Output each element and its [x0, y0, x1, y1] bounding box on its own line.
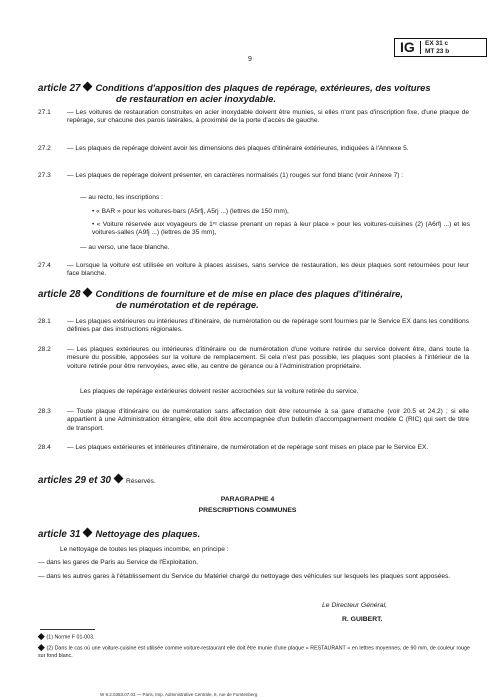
article-31-heading [38, 528, 478, 540]
section-number: 28.1 [38, 318, 51, 325]
section-number: 27.4 [38, 262, 51, 269]
section-number: 28.2 [38, 346, 51, 353]
signature-role: Le Directeur Général, [322, 602, 387, 609]
footnote-text: (1) Norme F 01-003. [46, 634, 95, 641]
ig-label: IG [400, 39, 415, 55]
section-number: 28.3 [38, 408, 51, 415]
list-item: — dans les gares de Paris au Service de l'Exploitation, [38, 559, 198, 566]
paragraph: — Les plaques extérieures ou intérieures d'itinéraire ou de numérotation d'une voiture retirée du service doivent être, dans toute la mesure du possible, apposées sur la voiture de remplacement. Si cela n'est pas possible, les plaques sont placées à l'intérieur de la voiture retirée pour être renvoyées, avec elle, au centre de gérance ou à l'Administration propriétaire. [67, 346, 469, 370]
article-title-line2: de restauration en acier inoxydable. [116, 93, 276, 104]
article-label: article 27 [38, 83, 81, 94]
articles-29-30-heading [38, 474, 478, 487]
section-number: 27.2 [38, 145, 51, 152]
diamond-icon [114, 474, 124, 484]
page-number: 9 [248, 56, 252, 63]
article-title-line2: de numérotation et de repérage. [116, 299, 259, 310]
section-number: 28.4 [38, 444, 51, 451]
list-item: — au verso, une face blanche. [80, 244, 170, 251]
printer-footer: W 9.2.0383.07.01 — Paris, Imp. Administrative Centrale, 8, rue de Furstenberg [100, 692, 258, 697]
paragraph: — Lorsque la voiture est utilisée en voiture à places assises, sans service de restauration, les deux plaques sont retournées pour leur face blanche. [67, 262, 469, 278]
paragraph: — Les plaques extérieures ou intérieures d'itinéraire, de numérotation ou de repérage sont fournies par le Service EX dans les conditions définies par des instructions régionales. [67, 318, 469, 334]
reserved-note: Réservés. [125, 478, 156, 485]
article-label: article 31 [38, 529, 81, 540]
article-label: article 28 [38, 289, 81, 300]
list-item: • « BAR » pour les voitures-bars (A5rfj, A5rj ...) (lettres de 150 mm), [92, 208, 289, 215]
footnote-divider [40, 629, 95, 630]
paragraph: — Les plaques de repérage doivent avoir les dimensions des plaques d'itinéraire extérieures, indiquées à l'Annexe 5. [67, 145, 409, 152]
paragraph: — Les voitures de restauration construites en acier inoxydable doivent être munies, si elles n'ont pas d'inscription fixe, d'une plaque de repérage, sur chacune des parois latérales, à proximité de la porte d'accès de gauche. [67, 109, 469, 125]
paragraph: Les plaques de repérage extérieures doivent rester accrochées sur la voiture retirée du service. [80, 388, 359, 395]
diamond-icon [38, 644, 44, 650]
list-item: — dans les autres gares à l'établissement du Service du Matériel chargé du nettoyage des véhicules sur lesquels les plaques sont apposées. [38, 573, 451, 580]
article-title: Nettoyage des plaques. [95, 528, 201, 539]
diamond-icon [38, 633, 44, 639]
article-27-heading [38, 82, 478, 106]
paragraph: — Les plaques de repérage doivent présenter, en caractères normalisés (1) rouges sur fond blanc (voir Annexe 7) : [67, 172, 404, 179]
divider [420, 41, 421, 54]
article-title-line1: Conditions d'apposition des plaques de repérage, extérieures, des voitures [95, 82, 431, 93]
article-28-heading [38, 288, 478, 312]
reference-codes: EX 31 c MT 23 b [425, 40, 450, 55]
paragraph: — Les plaques extérieures et intérieures d'itinéraire, de numérotation et de repérage sont mises en place par le Service EX. [67, 444, 429, 451]
paragraph: — Toute plaque d'itinéraire ou de numérotation sans affectation doit être retournée à sa gare d'attache (voir 20.5 et 24.2) ; si elle appartient à une Administration étrangère, elle doit être accompagnée d'un bulletin d'accompagnement modèle C (RIC) qui sert de titre de transport. [67, 408, 469, 432]
section-number: 27.3 [38, 172, 51, 179]
paragraph-title: PARAGRAPHE 4 [220, 496, 275, 503]
article-title-line1: Conditions de fourniture et de mise en place des plaques d'itinéraire, [95, 288, 403, 299]
paragraph-subtitle: PRESCRIPTIONS COMMUNES [198, 507, 297, 514]
list-item: — au recto, les inscriptions : [80, 194, 163, 201]
diamond-icon [83, 528, 93, 538]
article-label: articles 29 et 30 [38, 475, 111, 486]
document-reference-box [394, 38, 487, 57]
section-number: 27.1 [38, 109, 51, 116]
footnote-2 [38, 645, 470, 660]
diamond-icon [83, 288, 93, 298]
paragraph: Le nettoyage de toutes les plaques incombe, en principe : [60, 546, 229, 553]
footnote-1 [38, 634, 468, 642]
signature-name: R. GUIBERT. [342, 616, 383, 623]
list-item: • « Voiture réservée aux voyageurs de 1ʳᵉ classe prenant un repas à leur place » pour les voitures-cuisines (2) (A6rfj ...) et les voitures-salles (A9fj ...) (lettres de 35 mm), [92, 221, 470, 237]
diamond-icon [83, 82, 93, 92]
footnote-text: (2) Dans le cas où une voiture-cuisine est utilisée comme voiture-restaurant elle doit être munie d'une plaque « RESTAURANT » en lettres moyennes, de 90 mm, de couleur rouge sur fond blanc. [38, 645, 470, 659]
